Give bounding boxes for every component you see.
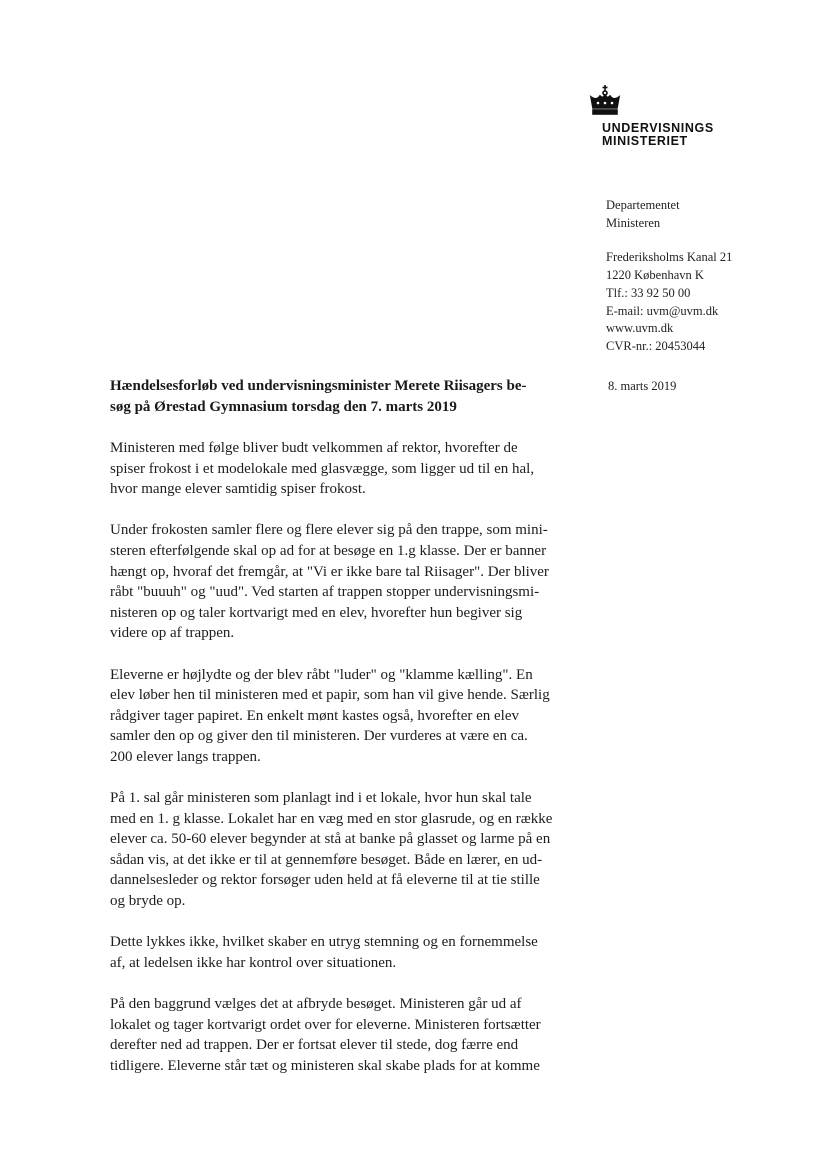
body-line: Ministeren med følge bliver budt velkommen af rektor, hvorefter de [110, 440, 518, 456]
letter-heading [110, 376, 560, 418]
heading-line: søg på Ørestad Gymnasium torsdag den 7. marts 2019 [110, 399, 457, 415]
body-line: Dette lykkes ikke, hvilket skaber en utryg stemning og en fornemmelse [110, 934, 538, 951]
body-line: Eleverne er højlydte og der blev råbt "luder" og "klamme kælling". En [110, 666, 533, 683]
body-line: elev løber hen til ministeren med et papir, som han vil give hende. Særlig [110, 687, 550, 704]
paragraph [110, 932, 570, 973]
body-line: nisteren op og taler kortvarigt med en elev, hvorefter hun begiver sig [110, 604, 523, 621]
paragraph [110, 520, 570, 644]
body-line: af, at ledelsen ikke har kontrol over situationen. [110, 954, 397, 971]
body-line: hvor mange elever samtidig spiser frokost. [110, 481, 366, 498]
royal-crown-icon [588, 84, 622, 118]
body-line: 200 elever langs trappen. [110, 748, 261, 765]
sender-cvr: CVR-nr.: 20453044 [606, 338, 706, 353]
body-line: rådgiver tager papiret. En enkelt mønt kastes også, hvorefter en elev [110, 707, 520, 724]
sender-email: E-mail: uvm@uvm.dk [606, 303, 719, 318]
sender-unit [606, 197, 806, 232]
letter-body [110, 438, 570, 1097]
body-line: og bryde op. [110, 893, 186, 910]
sender-city: 1220 København K [606, 268, 704, 283]
body-line: dannelsesleder og rektor forsøger uden held at få eleverne til at tie stille [110, 872, 540, 889]
body-line: elever ca. 50-60 elever begynder at stå at banke på glasset og larme på en [110, 831, 551, 848]
letter-date: 8. marts 2019 [608, 379, 677, 393]
body-line: spiser frokost i et modelokale med glasvægge, som ligger ud til en hal, [110, 460, 535, 477]
body-line: derefter ned ad trappen. Der er fortsat elever til stede, dog færre end [110, 1037, 519, 1054]
body-line: videre op af trappen. [110, 625, 235, 642]
sender-info [606, 197, 806, 356]
paragraph [110, 438, 570, 500]
sender-department: Departementet [606, 198, 680, 212]
paragraph [110, 788, 570, 912]
paragraph [110, 665, 570, 768]
body-line: råbt "buuuh" og "uud". Ved starten af trappen stopper undervisningsmi- [110, 584, 540, 601]
body-line: På 1. sal går ministeren som planlagt ind i et lokale, hvor hun skal tale [110, 790, 532, 807]
ministry-name-line2: MINISTERIET [602, 134, 688, 148]
body-line: med en 1. g klasse. Lokalet har en væg med en stor glasrude, og en række [110, 810, 553, 827]
sender-website: www.uvm.dk [606, 321, 674, 336]
body-line: hængt op, hvoraf det fremgår, at "Vi er ikke bare tal Riisager". Der bliver [110, 563, 549, 580]
paragraph [110, 994, 570, 1076]
body-line: samler den op og giver den til ministeren. Der vurderes at være en ca. [110, 728, 528, 745]
body-line: På den baggrund vælges det at afbryde besøget. Ministeren går ud af [110, 996, 522, 1013]
body-line: lokalet og tager kortvarigt ordet over for eleverne. Ministeren fortsætter [110, 1016, 541, 1033]
sender-office: Ministeren [606, 215, 661, 230]
body-line: sådan vis, at det ikke er til at gennemføre besøget. Både en lærer, en ud- [110, 851, 543, 868]
ministry-name-line1: UNDERVISNINGS [602, 121, 714, 135]
sender-street: Frederiksholms Kanal 21 [606, 250, 733, 265]
sender-phone: Tlf.: 33 92 50 00 [606, 285, 691, 300]
ministry-name [602, 122, 714, 148]
body-line: Under frokosten samler flere og flere elever sig på den trappe, som mini- [110, 522, 548, 539]
heading-line: Hændelsesforløb ved undervisningsminister Merete Riisagers be- [110, 378, 527, 394]
body-line: steren efterfølgende skal op ad for at besøge en 1.g klasse. Der er banner [110, 542, 547, 559]
body-line: tidligere. Eleverne står tæt og ministeren skal skabe plads for at komme [110, 1057, 540, 1074]
